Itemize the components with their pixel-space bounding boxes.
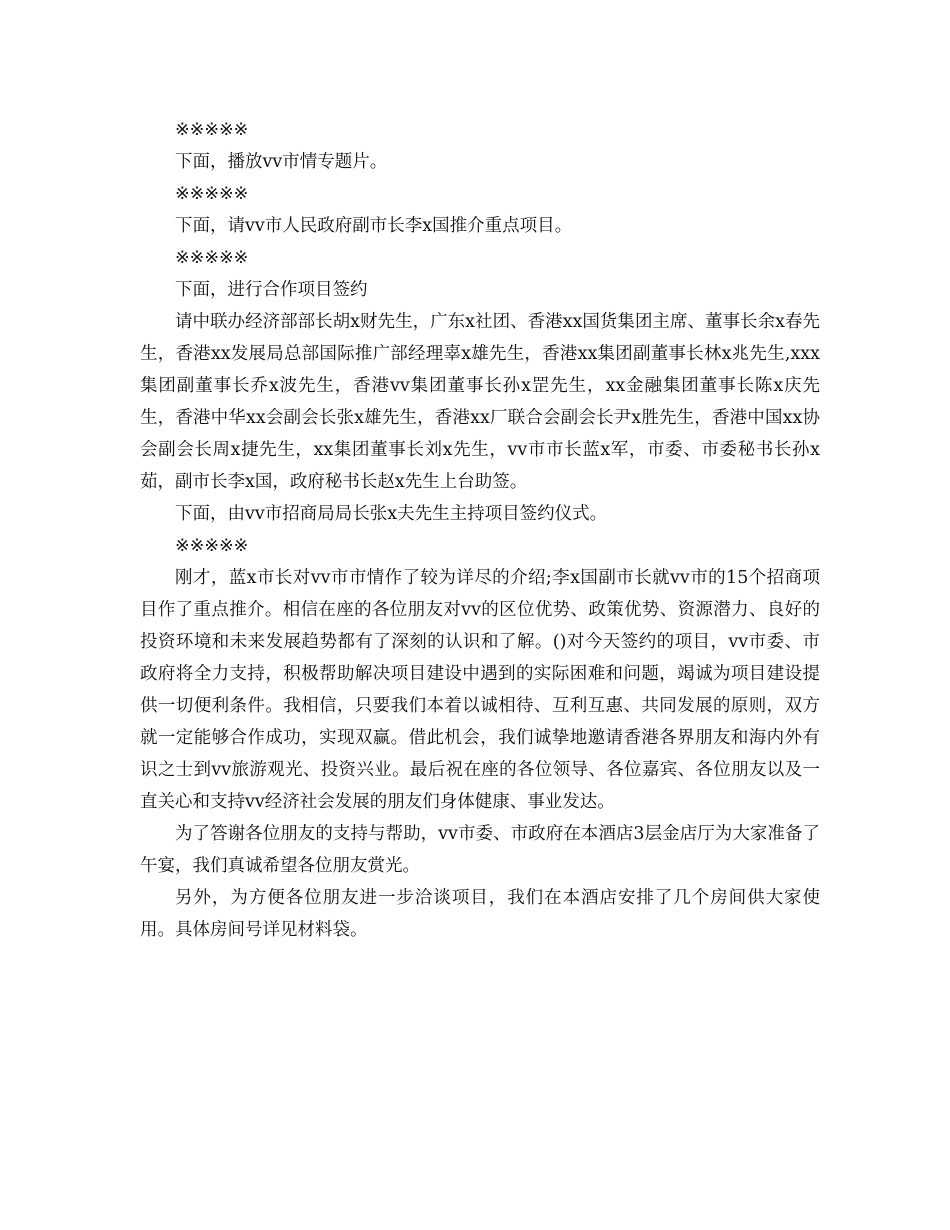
paragraph-luncheon: 为了答谢各位朋友的支持与帮助，vv市委、市政府在本酒店3层金店厅为大家准备了午宴，我们真诚希望各位朋友赏光。	[140, 824, 820, 876]
paragraph-project-intro: 下面，请vv市人民政府副市长李x国推介重点项目。	[175, 216, 573, 236]
paragraph-video: 下面，播放vv市情专题片。	[175, 152, 388, 172]
separator-1: ※※※※※	[175, 120, 249, 140]
paragraph-guest-list: 请中联办经济部部长胡x财先生，广东x社团、香港xx国货集团主席、董事长余x春先生，香港xx发展局总部国际推广部经理辜x雄先生，香港xx集团副董事长林x兆先生,xxx集团副董事长乔x波先生，香港vv集团董事长孙x罡先生，xx金融集团董事长陈x庆先生，香港中华xx会副会长张x雄先生，香港xx厂联合会副会长尹x胜先生，香港中国xx协会副会长周x捷先生，xx集团董事长刘x先生，vv市市长蓝x军，市委、市委秘书长孙x茹，副市长李x国，政府秘书长赵x先生上台助签。	[140, 312, 820, 492]
paragraph-ceremony-host: 下面，由vv市招商局局长张x夫先生主持项目签约仪式。	[175, 504, 608, 524]
paragraph-signing: 下面，进行合作项目签约	[175, 280, 368, 300]
document-body	[140, 114, 820, 946]
paragraph-rooms: 另外，为方便各位朋友进一步洽谈项目，我们在本酒店安排了几个房间供大家使用。具体房间号详见材料袋。	[140, 888, 820, 940]
separator-2: ※※※※※	[175, 184, 249, 204]
separator-3: ※※※※※	[175, 248, 249, 268]
paragraph-closing-speech: 刚才，蓝x市长对vv市市情作了较为详尽的介绍;李x国副市长就vv市的15个招商项目作了重点推介。相信在座的各位朋友对vv的区位优势、政策优势、资源潜力、良好的投资环境和未来发展趋势都有了深刻的认识和了解。()对今天签约的项目，vv市委、市政府将全力支持，积极帮助解决项目建设中遇到的实际困难和问题，竭诚为项目建设提供一切便利条件。我相信，只要我们本着以诚相待、互利互惠、共同发展的原则，双方就一定能够合作成功，实现双赢。借此机会，我们诚挚地邀请香港各界朋友和海内外有识之士到vv旅游观光、投资兴业。最后祝在座的各位领导、各位嘉宾、各位朋友以及一直关心和支持vv经济社会发展的朋友们身体健康、事业发达。	[140, 568, 820, 812]
separator-4: ※※※※※	[175, 536, 249, 556]
